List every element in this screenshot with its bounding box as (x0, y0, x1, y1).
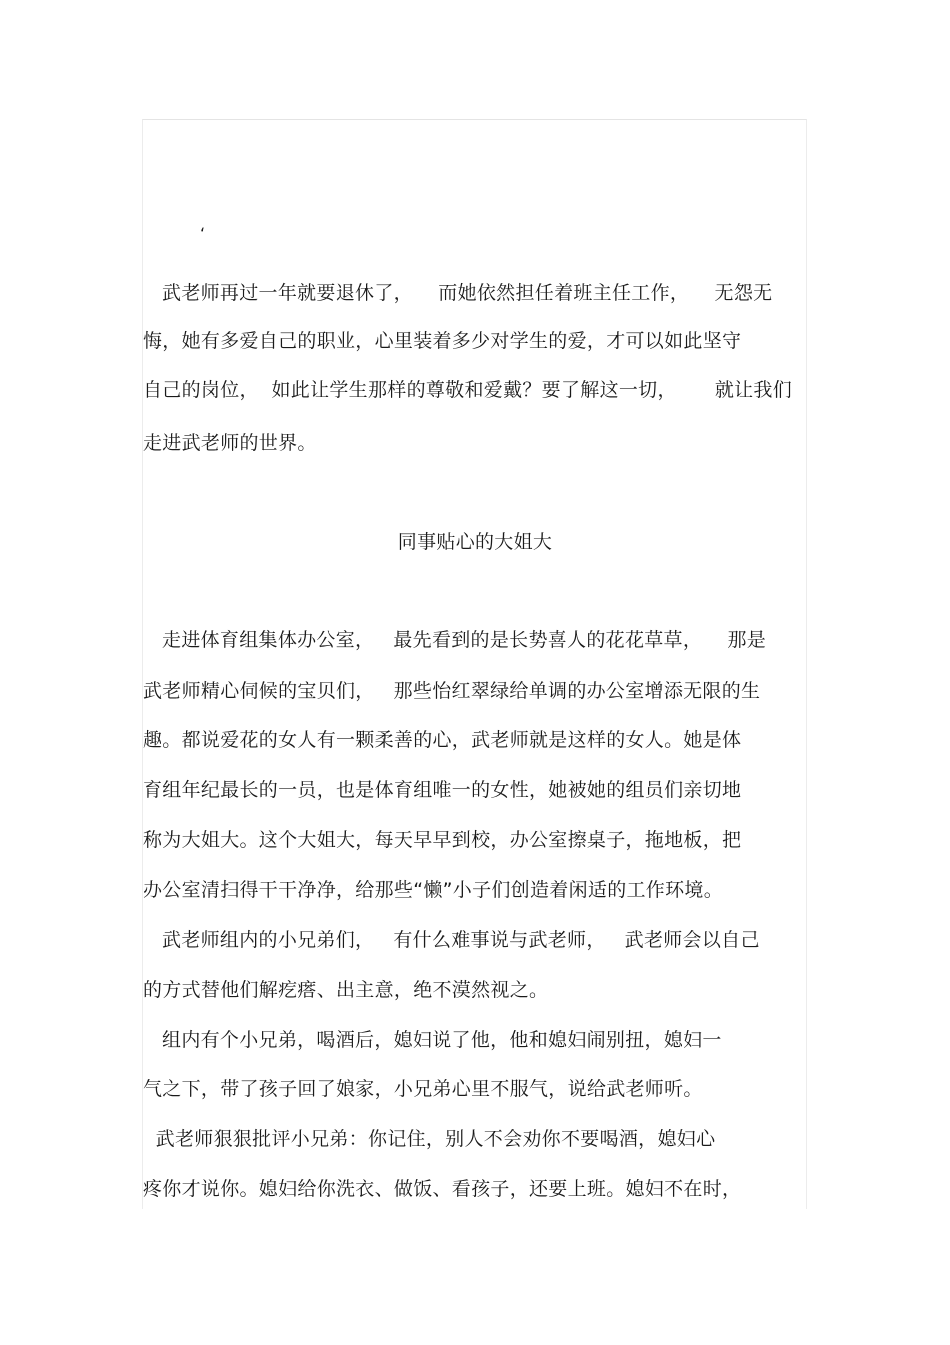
body-line: 武老师精心伺候的宝贝们， 那些怡红翠绿给单调的办公室增添无限的生 (143, 680, 761, 702)
section-title: 同事贴心的大姐大 (397, 531, 553, 553)
body-line: 武老师组内的小兄弟们， 有什么难事说与武老师， 武老师会以自己 (143, 929, 760, 951)
intro-line: 走进武老师的世界。 (143, 432, 317, 454)
intro-line: 悔，她有多爱自己的职业，心里装着多少对学生的爱，才可以如此坚守 (143, 330, 742, 352)
body-line: 走进体育组集体办公室， 最先看到的是长势喜人的花花草草， 那是 (143, 629, 767, 651)
body-line: 育组年纪最长的一员，也是体育组唯一的女性，她被她的组员们亲切地 (143, 779, 742, 801)
body-line: 组内有个小兄弟，喝酒后，媳妇说了他，他和媳妇闹别扭，媳妇一 (143, 1029, 722, 1051)
stray-mark: ‘ (200, 224, 206, 243)
body-line: 气之下，带了孩子回了娘家，小兄弟心里不服气，说给武老师听。 (143, 1078, 703, 1100)
intro-line: 自己的岗位， 如此让学生那样的尊敬和爱戴？要了解这一切， 就让我们 (143, 379, 793, 401)
body-line: 疼你才说你。媳妇给你洗衣、做饭、看孩子，还要上班。媳妇不在时， (143, 1178, 742, 1200)
body-line: 趣。都说爱花的女人有一颗柔善的心，武老师就是这样的女人。她是体 (143, 729, 742, 751)
body-line: 的方式替他们解疙瘩、出主意，绝不漠然视之。 (143, 979, 549, 1001)
body-line: 武老师狠狠批评小兄弟：你记住，别人不会劝你不要喝酒，媳妇心 (143, 1128, 716, 1150)
body-line: 办公室清扫得干干净净，给那些“懒”小子们创造着闲适的工作环境。 (143, 879, 723, 901)
intro-line: 武老师再过一年就要退休了， 而她依然担任着班主任工作， 无怨无 (143, 282, 773, 304)
body-line: 称为大姐大。这个大姐大，每天早早到校，办公室擦桌子，拖地板，把 (143, 829, 742, 851)
